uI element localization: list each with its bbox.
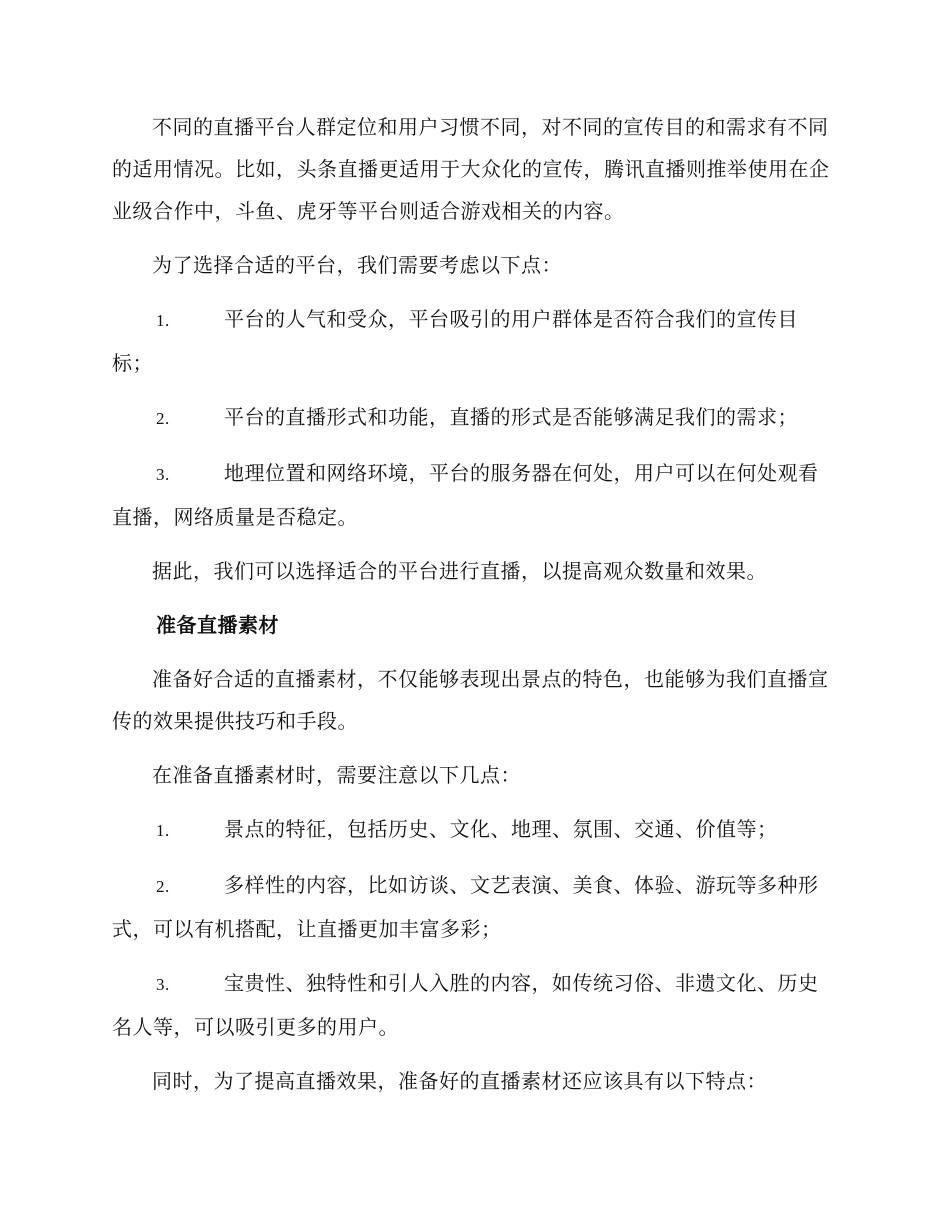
paragraph-materials-points-intro: 在准备直播素材时，需要注意以下几点： <box>152 763 521 787</box>
list-number: 2. <box>156 877 170 896</box>
list-item-text: 平台的直播形式和功能，直播的形式是否能够满足我们的需求； <box>224 405 798 429</box>
list-item <box>112 298 832 384</box>
list-item <box>112 864 832 950</box>
list-item <box>112 396 832 440</box>
list-item-text: 平台的人气和受众，平台吸引的用户群体是否符合我们的宣传目标； <box>112 307 798 375</box>
list-item <box>112 962 832 1048</box>
list-number: 1. <box>156 821 170 840</box>
list-number: 2. <box>156 409 170 428</box>
list-number: 1. <box>156 311 170 330</box>
paragraph-platform-criteria-intro: 为了选择合适的平台，我们需要考虑以下点： <box>152 253 562 277</box>
list-item <box>112 808 832 852</box>
paragraph-materials-intro: 准备好合适的直播素材，不仅能够表现出景点的特色，也能够为我们直播宣传的效果提供技巧和手段。 <box>112 667 829 733</box>
paragraph-platform-conclusion: 据此，我们可以选择适合的平台进行直播，以提高观众数量和效果。 <box>152 559 767 583</box>
list-item-text: 多样性的内容，比如访谈、文艺表演、美食、体验、游玩等多种形式，可以有机搭配，让直播更加丰富多彩； <box>112 873 819 941</box>
document-page <box>112 106 832 1114</box>
list-number: 3. <box>156 465 170 484</box>
list-item-text: 景点的特征，包括历史、文化、地理、氛围、交通、价值等； <box>224 817 778 841</box>
list-item-text: 地理位置和网络环境，平台的服务器在何处，用户可以在何处观看直播，网络质量是否稳定。 <box>112 461 819 529</box>
section-heading: 准备直播素材 <box>156 613 279 637</box>
list-item-text: 宝贵性、独特性和引人入胜的内容，如传统习俗、非遗文化、历史名人等，可以吸引更多的用户。 <box>112 971 819 1039</box>
list-number: 3. <box>156 975 170 994</box>
list-item <box>112 452 832 538</box>
paragraph-platform-differences: 不同的直播平台人群定位和用户习惯不同，对不同的宣传目的和需求有不同的适用情况。比如，头条直播更适用于大众化的宣传，腾讯直播则推举使用在企业级合作中，斗鱼、虎牙等平台则适合游戏相关的内容。 <box>112 115 830 223</box>
paragraph-materials-features-intro: 同时，为了提高直播效果，准备好的直播素材还应该具有以下特点： <box>152 1069 767 1093</box>
